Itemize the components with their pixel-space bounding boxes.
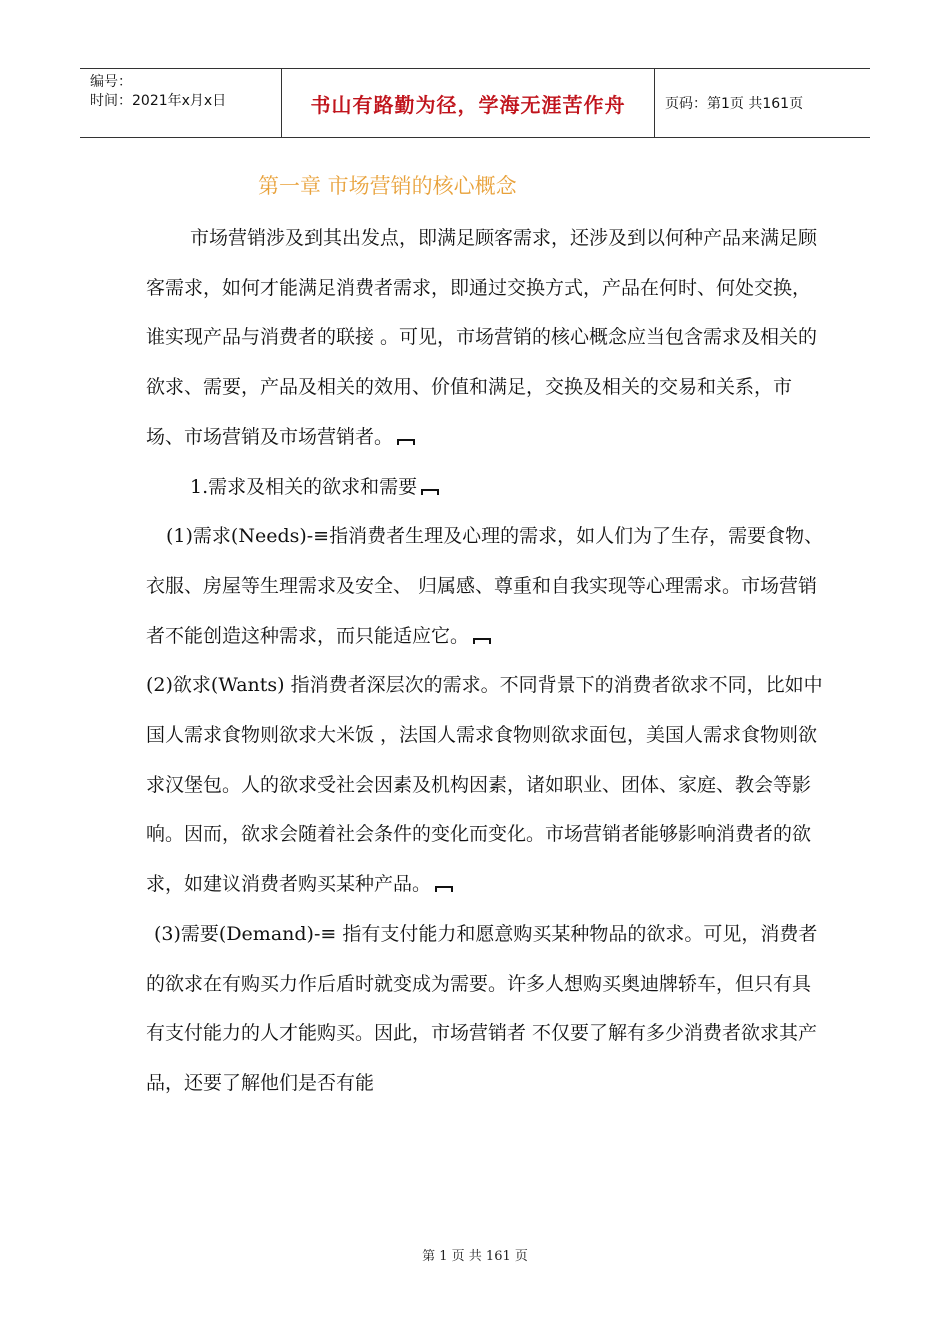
number-label: 编号： [90,74,132,90]
needs-paragraph-text: (1)需求(Needs)-≡指消费者生理及心理的需求，如人们为了生存，需要食物、衣服、房屋等生理需求及安全、 归属感、尊重和自我实现等心理需求。市场营销者不能创造这种需求，而只能适应它。 [146,525,824,647]
header-meta [80,69,282,137]
wants-paragraph [146,661,826,910]
demand-paragraph-text: (3)需要(Demand)-≡ 指有支付能力和愿意购买某种物品的欲求。可见，消费者的欲求在有购买力作后盾时就变成为需要。许多人想购买奥迪牌轿车，但只有具有支付能力的人才能购买。因此，市场营销者 不仅要了解有多少消费者欲求其产品，还要了解他们是否有能 [146,922,818,1094]
chapter-title: 第一章 市场营销的核心概念 [258,174,517,198]
paragraph-mark-icon [397,439,415,445]
section-heading-text: 1.需求及相关的欲求和需要 [190,475,418,498]
date-label: 时间：2021年x月x日 [90,93,227,109]
needs-paragraph [146,512,826,661]
header-motto: 书山有路勤为径，学海无涯苦作舟 [282,69,655,137]
wants-paragraph-text: (2)欲求(Wants) 指消费者深层次的需求。不同背景下的消费者欲求不同，比如中国人需求食物则欲求大米饭 ，法国人需求食物则欲求面包，美国人需求食物则欲求汉堡包。人的欲求受社会因素及机构因素，诸如职业、团体、家庭、教会等影响。因而，欲求会随着社会条件的变化而变化。市场营销者能够影响消费者的欲求，如建议消费者购买某种产品。 [146,674,823,896]
intro-paragraph-text: 市场营销涉及到其出发点，即满足顾客需求，还涉及到以何种产品来满足顾客需求，如何才能满足消费者需求，即通过交换方式，产品在何时、何处交换，谁实现产品与消费者的联接 。可见，市场营销的核心概念应当包含需求及相关的欲求、需要，产品及相关的效用、价值和满足，交换及相关的交易和关系，市场、市场营销及市场营销者。 [146,227,818,448]
demand-paragraph [146,910,826,1109]
body-text [146,214,826,1109]
paragraph-mark-icon [473,638,491,644]
paragraph-mark-icon [435,886,453,892]
page-footer: 第 1 页 共 161 页 [422,1249,528,1264]
header-page-info: 页码：第1页 共161页 [665,96,804,112]
document-header [80,68,870,138]
intro-paragraph [146,214,826,463]
section-heading [146,463,826,513]
paragraph-mark-icon [421,489,439,495]
